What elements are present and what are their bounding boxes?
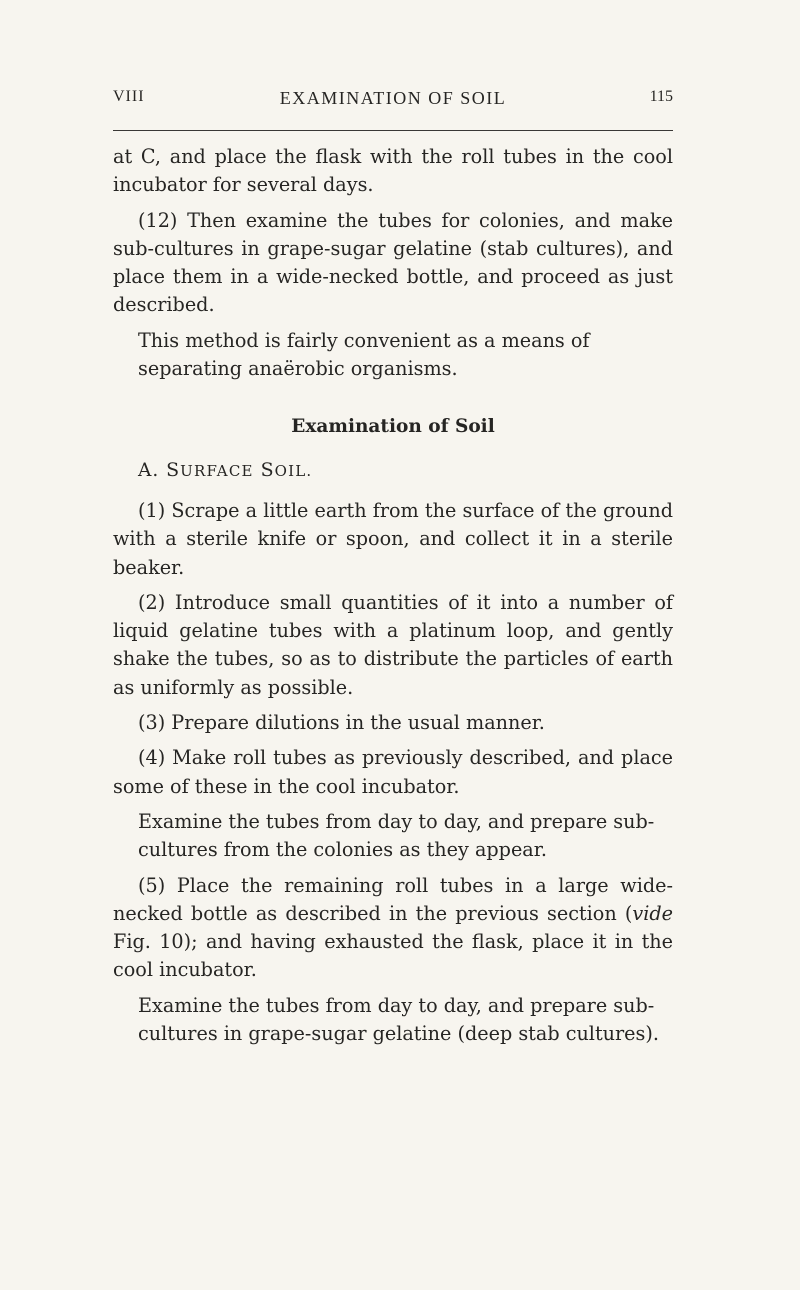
paragraph-step-12-note: This method is fairly convenient as a means of separating anaërobic organisms. xyxy=(138,328,590,381)
step-5-text-b: Fig. 10); and having exhausted the flask, place it in the cool incubator. xyxy=(113,930,673,982)
paragraph-step-1: (1) Scrape a little earth from the surface of the ground with a sterile knife or spoon, and collect it in a sterile beaker. xyxy=(113,498,673,579)
section-heading: Examination of Soil xyxy=(291,416,495,438)
paragraph-step-5 xyxy=(113,872,673,985)
chapter-number: VIII xyxy=(113,88,145,105)
subsection-word-2-initial: S xyxy=(260,458,275,481)
running-head xyxy=(113,88,673,112)
subsection-word-1-rest: URFACE xyxy=(180,461,254,480)
page-number: 115 xyxy=(649,88,673,105)
paragraph-step-5-note: Examine the tubes from day to day, and prepare sub-cultures in grape-sugar gelatine (deep stab cultures). xyxy=(138,993,659,1046)
subsection-heading xyxy=(138,456,673,485)
paragraph-step-3: (3) Prepare dilutions in the usual manner. xyxy=(138,711,545,735)
paragraph-step-4: (4) Make roll tubes as previously described, and place some of these in the cool incubator. xyxy=(113,746,673,798)
header-rule xyxy=(113,130,673,131)
running-title: EXAMINATION OF SOIL xyxy=(279,88,507,108)
paragraph-continued: at C, and place the flask with the roll tubes in the cool incubator for several days. xyxy=(113,145,673,197)
step-5-text-a: (5) Place the remaining roll tubes in a large wide-necked bottle as described in the previous section ( xyxy=(113,873,673,925)
subsection-word-1-initial: S xyxy=(166,458,181,481)
page-body xyxy=(113,143,673,1055)
vide-italic: vide xyxy=(632,901,673,925)
paragraph-step-12: (12) Then examine the tubes for colonies, and make sub-cultures in grape-sugar gelatine (stab cultures), and place them in a wide-necked bottle, and proceed as just described. xyxy=(113,208,673,317)
subsection-word-2-rest: OIL. xyxy=(274,461,313,480)
subsection-letter: A. xyxy=(138,459,160,481)
paragraph-step-2: (2) Introduce small quantities of it into a number of liquid gelatine tubes with a platinum loop, and gently shake the tubes, so as to distribute the particles of earth as uniformly as possible. xyxy=(113,590,673,699)
paragraph-step-4-note: Examine the tubes from day to day, and prepare sub-cultures from the colonies as they appear. xyxy=(138,809,655,862)
